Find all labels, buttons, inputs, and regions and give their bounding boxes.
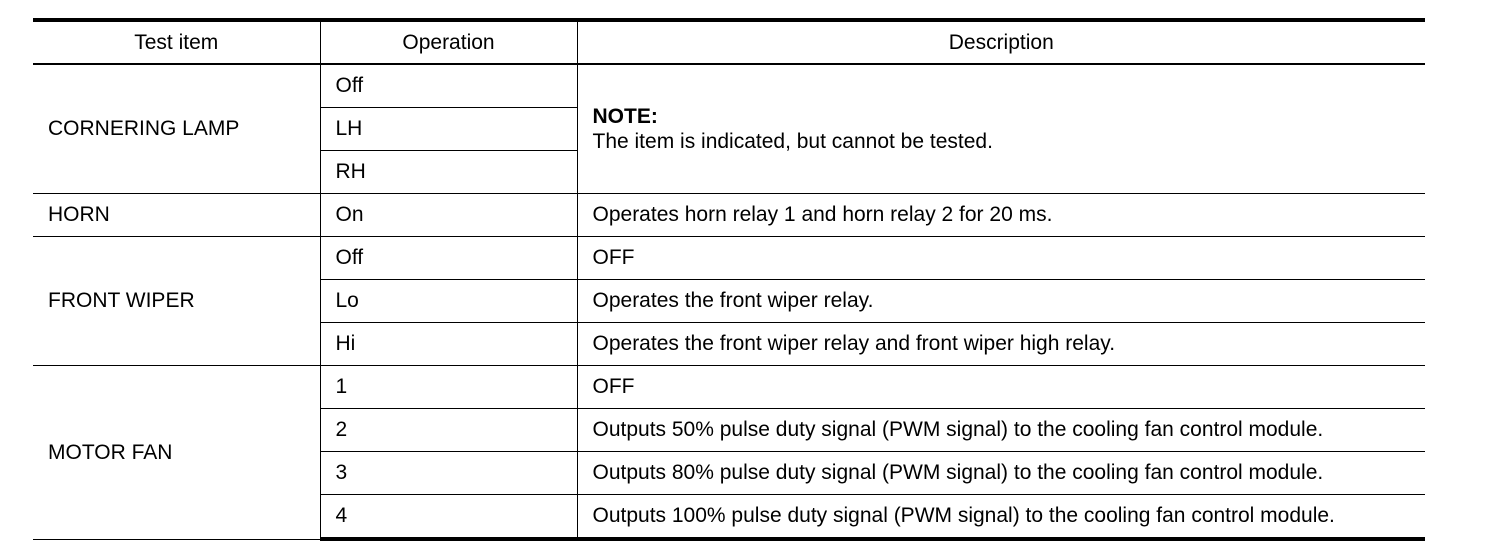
active-test-table — [33, 18, 1425, 541]
description-cell: OFF — [577, 237, 1425, 280]
header-operation: Operation — [320, 20, 577, 64]
test-item-cell: MOTOR FAN — [33, 366, 320, 540]
note-cell — [577, 64, 1425, 194]
table-row — [33, 194, 1425, 237]
description-cell: Operates the front wiper relay. — [577, 280, 1425, 323]
operation-cell: 3 — [320, 452, 577, 495]
test-item-cell: HORN — [33, 194, 320, 237]
test-item-cell: CORNERING LAMP — [33, 64, 320, 194]
operation-cell: LH — [320, 108, 577, 151]
description-cell: Outputs 50% pulse duty signal (PWM signal) to the cooling fan control module. — [577, 409, 1425, 452]
header-test-item: Test item — [33, 20, 320, 64]
table-row — [33, 366, 1425, 409]
note-text: The item is indicated, but cannot be tested. — [592, 130, 993, 153]
operation-cell: On — [320, 194, 577, 237]
operation-cell: 2 — [320, 409, 577, 452]
operation-cell: Off — [320, 64, 577, 108]
description-cell: OFF — [577, 366, 1425, 409]
operation-cell: Lo — [320, 280, 577, 323]
table-row — [33, 237, 1425, 280]
operation-cell: RH — [320, 151, 577, 194]
description-cell: Operates horn relay 1 and horn relay 2 for 20 ms. — [577, 194, 1425, 237]
header-row — [33, 20, 1425, 64]
test-item-cell: FRONT WIPER — [33, 237, 320, 366]
table-row — [33, 64, 1425, 108]
description-cell: Outputs 80% pulse duty signal (PWM signal) to the cooling fan control module. — [577, 452, 1425, 495]
operation-cell: Off — [320, 237, 577, 280]
operation-cell: 4 — [320, 495, 577, 540]
operation-cell: Hi — [320, 323, 577, 366]
header-description: Description — [577, 20, 1425, 64]
description-cell: Operates the front wiper relay and front wiper high relay. — [577, 323, 1425, 366]
operation-cell: 1 — [320, 366, 577, 409]
description-cell: Outputs 100% pulse duty signal (PWM signal) to the cooling fan control module. — [577, 495, 1425, 540]
note-label: NOTE: — [592, 104, 658, 128]
